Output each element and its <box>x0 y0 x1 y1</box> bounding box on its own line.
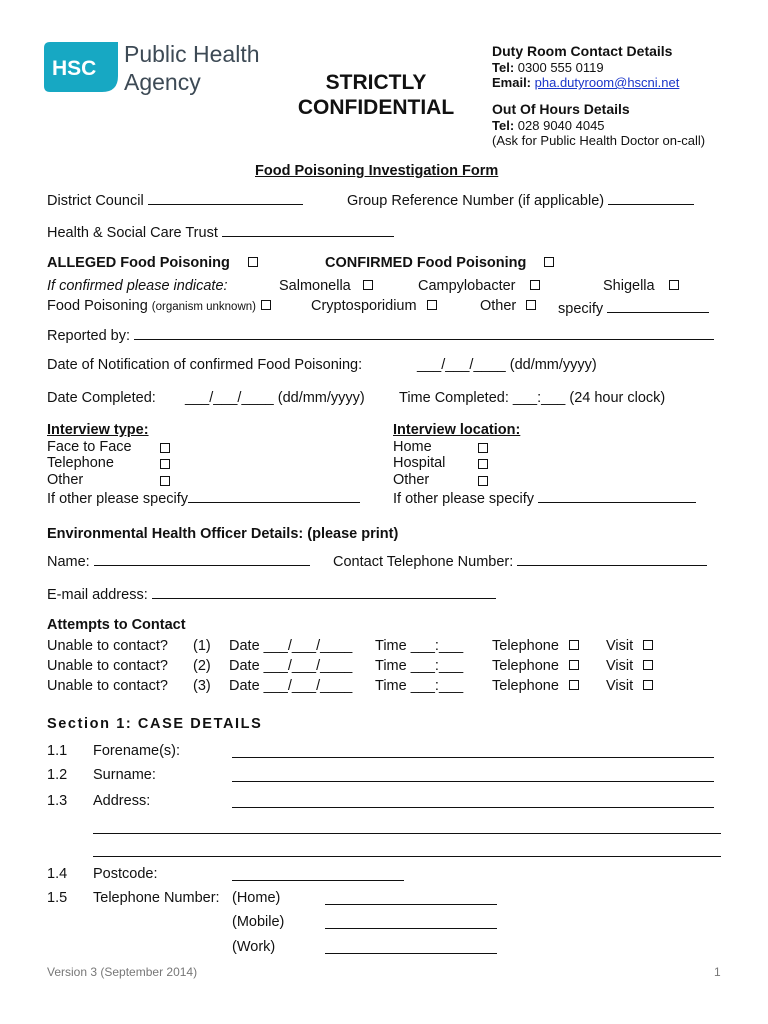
attempt-visit <box>606 638 653 654</box>
confidential-heading <box>290 70 462 120</box>
attempt-visit-label: Visit <box>606 638 634 654</box>
attempt-num: (2) <box>193 658 211 674</box>
confirmed-label: CONFIRMED Food Poisoning <box>325 255 527 271</box>
case-num-1-5: 1.5 <box>47 890 68 906</box>
attempt-date[interactable] <box>229 638 352 654</box>
attempt-telephone <box>492 658 579 674</box>
interview-location-block <box>393 422 696 508</box>
attempt-visit-checkbox[interactable] <box>643 680 653 690</box>
interview-type-face: Face to Face <box>47 438 132 455</box>
attempt-telephone <box>492 638 579 654</box>
district-council-row <box>47 190 303 209</box>
telephone-number-label: Telephone Number: <box>93 890 220 906</box>
form-title: Food Poisoning Investigation Form <box>255 163 499 179</box>
attempt-telephone <box>492 678 579 694</box>
email-label: E-mail address: <box>47 587 148 603</box>
interview-type-other: Other <box>47 471 84 488</box>
date-completed-label: Date Completed: <box>47 390 156 406</box>
case-num-1-3: 1.3 <box>47 793 68 809</box>
trust-row <box>47 222 394 241</box>
duty-room-block <box>492 43 705 148</box>
address-field-2[interactable] <box>93 819 721 834</box>
specify-row <box>558 298 709 317</box>
other-organism-checkbox[interactable] <box>526 300 536 310</box>
duty-tel: 0300 555 0119 <box>517 60 604 75</box>
date-notification-blank: ___/___/____ <box>417 357 506 373</box>
attempt-row-3 <box>47 678 727 698</box>
attempt-time-blank: ___:___ <box>410 638 464 654</box>
date-completed-format: (dd/mm/yyyy) <box>277 390 365 406</box>
email-field[interactable] <box>152 584 496 599</box>
surname-field[interactable] <box>232 767 714 782</box>
date-notification-label: Date of Notification of confirmed Food Poisoning: <box>47 357 363 373</box>
eho-title: Environmental Health Officer Details: (please print) <box>47 526 399 542</box>
contact-tel-label: Contact Telephone Number: <box>333 554 514 570</box>
date-notification-field[interactable] <box>417 357 597 373</box>
attempt-label: Unable to contact? <box>47 678 168 694</box>
campylobacter-label: Campylobacter <box>418 278 516 294</box>
salmonella-label: Salmonella <box>279 278 351 294</box>
attempt-date-label: Date <box>229 678 260 694</box>
ooh-tel-label: Tel: <box>492 118 515 133</box>
salmonella-row <box>279 278 373 294</box>
interview-location-title: Interview location: <box>393 422 521 438</box>
name-label: Name: <box>47 554 90 570</box>
attempt-visit-label: Visit <box>606 678 634 694</box>
cryptosporidium-checkbox[interactable] <box>427 300 437 310</box>
alleged-label: ALLEGED Food Poisoning <box>47 255 230 271</box>
attempt-date-label: Date <box>229 638 260 654</box>
attempt-time-label: Time <box>375 658 407 674</box>
reported-by-label: Reported by: <box>47 328 131 344</box>
case-num-1-1: 1.1 <box>47 743 68 759</box>
attempt-row-2 <box>47 658 727 678</box>
group-ref-row <box>347 190 694 209</box>
attempt-num: (3) <box>193 678 211 694</box>
attempt-time[interactable] <box>375 638 463 654</box>
shigella-row <box>603 278 679 294</box>
reported-by-row <box>47 325 714 344</box>
interview-other-checkbox[interactable] <box>160 476 170 486</box>
confidential-line1: STRICTLY <box>325 71 427 94</box>
cryptosporidium-label: Cryptosporidium <box>311 298 417 314</box>
attempts-title: Attempts to Contact <box>47 617 186 633</box>
trust-field[interactable] <box>222 222 394 237</box>
confirmed-checkbox[interactable] <box>544 257 554 267</box>
organism-unknown-label: (organism unknown) <box>151 301 256 313</box>
attempt-date[interactable] <box>229 658 352 674</box>
shigella-checkbox[interactable] <box>669 280 679 290</box>
address-label: Address: <box>93 793 151 809</box>
duty-tel-label: Tel: <box>492 60 515 75</box>
telephone-mobile-field[interactable] <box>325 914 497 929</box>
contact-tel-row <box>333 551 707 570</box>
cryptosporidium-row <box>311 298 437 314</box>
email-row <box>47 584 496 603</box>
logo-line2: Agency <box>124 69 201 95</box>
group-ref-field[interactable] <box>608 190 694 205</box>
attempt-telephone-label: Telephone <box>492 658 559 674</box>
footer-version: Version 3 (September 2014) <box>47 965 198 979</box>
hospital-checkbox[interactable] <box>478 459 488 469</box>
time-completed-row <box>399 390 665 406</box>
attempt-telephone-label: Telephone <box>492 678 559 694</box>
location-other-checkbox[interactable] <box>478 476 488 486</box>
reported-by-field[interactable] <box>134 325 714 340</box>
interview-type-block <box>47 422 360 508</box>
interview-type-specify-field[interactable] <box>188 488 360 503</box>
postcode-label: Postcode: <box>93 866 158 882</box>
food-poisoning-checkbox[interactable] <box>261 300 271 310</box>
logo-mark: HSC <box>52 57 97 80</box>
duty-email-label: Email: <box>492 75 532 90</box>
attempt-telephone-label: Telephone <box>492 638 559 654</box>
ooh-tel: 028 9040 4045 <box>517 118 605 133</box>
alleged-checkbox[interactable] <box>248 257 258 267</box>
telephone-home-label: (Home) <box>232 890 281 906</box>
district-council-label: District Council <box>47 193 144 209</box>
interview-type-specify: If other please specify <box>47 491 189 507</box>
time-completed-blank[interactable]: ___:___ <box>512 390 566 406</box>
attempt-time-label: Time <box>375 638 407 654</box>
specify-label: specify <box>558 301 604 317</box>
logo-text <box>124 40 260 96</box>
attempt-visit-checkbox[interactable] <box>643 640 653 650</box>
surname-label: Surname: <box>93 767 156 783</box>
group-ref-label: Group Reference Number (if applicable) <box>347 193 605 209</box>
food-poisoning-row <box>47 298 271 314</box>
location-hospital: Hospital <box>393 455 446 471</box>
name-row <box>47 551 310 570</box>
forename-field[interactable] <box>232 743 714 758</box>
case-num-1-4: 1.4 <box>47 866 68 882</box>
attempt-date-label: Date <box>229 658 260 674</box>
attempt-date-blank: ___/___/____ <box>263 638 353 654</box>
attempt-row-1 <box>47 638 727 658</box>
case-num-1-2: 1.2 <box>47 767 68 783</box>
attempt-time[interactable] <box>375 658 463 674</box>
date-notification-format: (dd/mm/yyyy) <box>509 357 597 373</box>
home-checkbox[interactable] <box>478 443 488 453</box>
duty-email-link[interactable]: pha.dutyroom@hscni.net <box>534 75 680 90</box>
attempt-num: (1) <box>193 638 211 654</box>
attempt-time-blank: ___:___ <box>410 658 464 674</box>
attempt-visit <box>606 678 653 694</box>
food-poisoning-label: Food Poisoning <box>47 298 148 314</box>
hsc-logo-icon <box>44 42 118 92</box>
campylobacter-checkbox[interactable] <box>530 280 540 290</box>
ooh-note: (Ask for Public Health Doctor on-call) <box>492 133 706 148</box>
attempt-time-blank: ___:___ <box>410 678 464 694</box>
telephone-mobile-label: (Mobile) <box>232 914 285 930</box>
address-field-1[interactable] <box>232 793 714 808</box>
if-confirmed-label: If confirmed please indicate: <box>47 278 228 294</box>
location-other: Other <box>393 471 430 488</box>
attempt-time[interactable] <box>375 678 463 694</box>
attempt-label: Unable to contact? <box>47 658 168 674</box>
alleged-row <box>47 255 258 271</box>
confidential-line2: CONFIDENTIAL <box>297 96 455 119</box>
date-completed-blank: ___/___/____ <box>185 390 274 406</box>
out-of-hours-title: Out Of Hours Details <box>492 101 630 117</box>
specify-field[interactable] <box>607 298 709 313</box>
telephone-work-label: (Work) <box>232 939 276 955</box>
date-completed-field[interactable] <box>185 390 365 406</box>
telephone-home-field[interactable] <box>325 890 497 905</box>
telephone-work-field[interactable] <box>325 939 497 954</box>
clock-format: (24 hour clock) <box>569 390 666 406</box>
district-council-field[interactable] <box>148 190 303 205</box>
time-completed-label: Time Completed: <box>399 390 509 406</box>
interview-type-title: Interview type: <box>47 422 149 438</box>
contact-tel-field[interactable] <box>517 551 707 566</box>
campylobacter-row <box>418 278 540 294</box>
attempt-date-blank: ___/___/____ <box>263 678 353 694</box>
section1-title: Section 1: CASE DETAILS <box>47 716 263 732</box>
forename-label: Forename(s): <box>93 743 181 759</box>
confirmed-row <box>325 255 554 271</box>
interview-location-specify-field[interactable] <box>538 488 696 503</box>
attempt-date-blank: ___/___/____ <box>263 658 353 674</box>
attempt-label: Unable to contact? <box>47 638 168 654</box>
attempt-time-label: Time <box>375 678 407 694</box>
postcode-field[interactable] <box>232 866 404 881</box>
attempt-visit-checkbox[interactable] <box>643 660 653 670</box>
interview-type-telephone: Telephone <box>47 455 114 471</box>
location-home: Home <box>393 438 432 455</box>
other-organism-label: Other <box>480 298 517 314</box>
attempt-visit-label: Visit <box>606 658 634 674</box>
address-field-3[interactable] <box>93 842 721 857</box>
salmonella-checkbox[interactable] <box>363 280 373 290</box>
face-to-face-checkbox[interactable] <box>160 443 170 453</box>
footer-page-number: 1 <box>714 965 721 979</box>
shigella-label: Shigella <box>603 278 655 294</box>
duty-room-title: Duty Room Contact Details <box>492 43 673 59</box>
interview-location-specify: If other please specify <box>393 491 535 507</box>
name-field[interactable] <box>94 551 310 566</box>
logo-line1: Public Health <box>124 41 260 67</box>
trust-label: Health & Social Care Trust <box>47 225 218 241</box>
attempt-visit <box>606 658 653 674</box>
telephone-checkbox[interactable] <box>160 459 170 469</box>
attempt-telephone-checkbox[interactable] <box>569 660 579 670</box>
other-organism-row <box>480 298 536 314</box>
attempt-telephone-checkbox[interactable] <box>569 680 579 690</box>
attempt-date[interactable] <box>229 678 352 694</box>
attempt-telephone-checkbox[interactable] <box>569 640 579 650</box>
